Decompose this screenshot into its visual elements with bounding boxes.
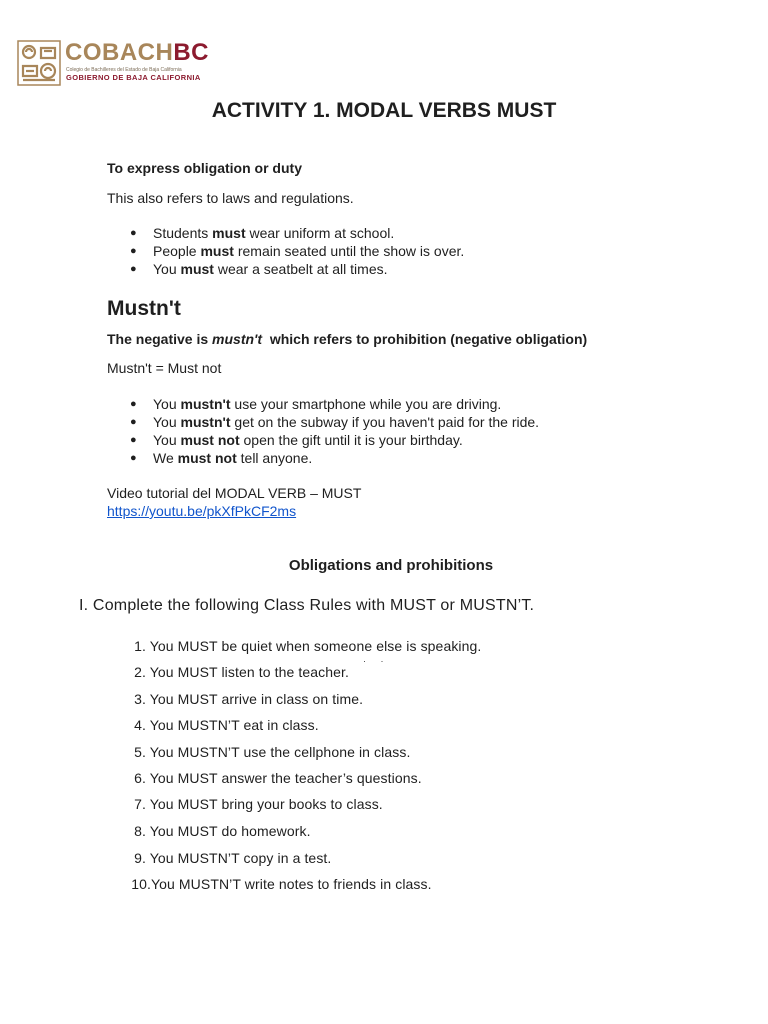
bullet-icon: ●: [130, 452, 137, 464]
page-title: ACTIVITY 1. MODAL VERBS MUST: [211, 99, 557, 122]
bullet-icon: ●: [130, 416, 137, 428]
list-item: ● Students must wear uniform at school.: [130, 225, 395, 241]
list-item: 1. You MUST be quiet when someone else is speaking.: [134, 638, 482, 654]
exercise-instruction: I. Complete the following Class Rules with MUST or MUSTN’T.: [79, 597, 535, 614]
list-item: ● You must wear a seatbelt at all times.: [130, 261, 388, 277]
list-item: ● You mustn't get on the subway if you haven't paid for the ride.: [130, 414, 540, 430]
must-section-description: This also refers to laws and regulations.: [107, 190, 354, 206]
cobach-emblem-icon: [17, 40, 61, 86]
bullet-icon: ●: [130, 227, 137, 239]
video-tutorial-link[interactable]: https://youtu.be/pkXfPkCF2ms: [107, 503, 297, 519]
cobach-logo: [17, 38, 217, 88]
logo-subtitle: Colegio de Bachilleres del Estado de Baja California: [66, 67, 182, 73]
bullet-icon: ●: [130, 398, 137, 410]
mustnt-negative-explanation: The negative is mustn't which refers to prohibition (negative obligation): [107, 331, 588, 347]
must-examples-list: [130, 224, 464, 278]
bullet-icon: ●: [130, 245, 137, 257]
list-item: 5. You MUSTN’T use the cellphone in class.: [134, 744, 411, 760]
list-item: 4. You MUSTN’T eat in class.: [134, 717, 319, 733]
mustnt-section-heading: Mustn't: [107, 297, 181, 320]
must-section-heading: To express obligation or duty: [107, 160, 302, 176]
mustnt-examples-list: [130, 395, 539, 467]
logo-name-part2: BC: [173, 39, 209, 66]
logo-wordmark: [65, 39, 209, 67]
list-item: ● You mustn't use your smartphone while you are driving.: [130, 396, 502, 412]
list-item: 9. You MUSTN’T copy in a test.: [134, 850, 332, 866]
list-item: 8. You MUST do homework.: [134, 823, 311, 839]
list-item: 6. You MUST answer the teacher’s questions.: [134, 770, 422, 786]
list-item: 2. You MUST listen to the teacher.: [134, 664, 349, 680]
stray-mark: · ·: [363, 656, 390, 666]
video-tutorial-label: Video tutorial del MODAL VERB – MUST: [107, 485, 362, 501]
obligations-subheading: Obligations and prohibitions: [288, 557, 494, 574]
list-item: ● We must not tell anyone.: [130, 450, 313, 466]
list-item: ● People must remain seated until the show is over.: [130, 243, 465, 259]
list-item: 7. You MUST bring your books to class.: [134, 796, 383, 812]
logo-name-part1: COBACH: [65, 39, 174, 66]
logo-government: GOBIERNO DE BAJA CALIFORNIA: [66, 73, 201, 82]
bullet-icon: ●: [130, 263, 137, 275]
bullet-icon: ●: [130, 434, 137, 446]
list-item: ● You must not open the gift until it is your birthday.: [130, 432, 463, 448]
list-item: 3. You MUST arrive in class on time.: [134, 691, 364, 707]
mustnt-equivalence: Mustn't = Must not: [107, 360, 222, 376]
list-item: 10.You MUSTN’T write notes to friends in class.: [131, 876, 432, 892]
